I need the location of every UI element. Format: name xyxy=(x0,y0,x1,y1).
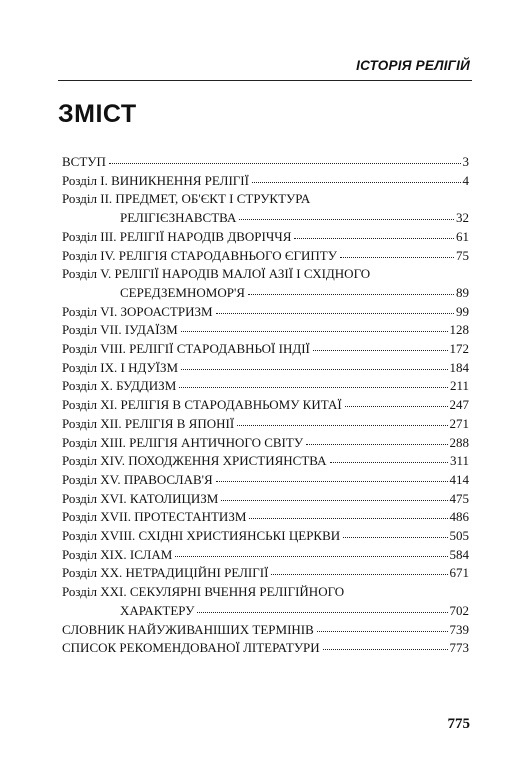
running-header-title: ІСТОРІЯ РЕЛІГІЙ xyxy=(356,58,470,73)
toc-entry-line xyxy=(62,452,469,471)
dot-leader xyxy=(343,537,447,538)
toc-entry-line xyxy=(62,377,469,396)
toc-entry-page: 172 xyxy=(449,341,469,357)
toc-entry-line xyxy=(62,639,469,658)
toc-entry-title: ВСТУП xyxy=(62,154,106,169)
dot-leader xyxy=(249,518,447,519)
dot-leader xyxy=(317,631,448,632)
toc-entry-line xyxy=(62,359,469,378)
toc-entry-page: 702 xyxy=(449,602,469,618)
toc-entry xyxy=(62,172,469,191)
toc-entry xyxy=(62,508,469,527)
toc-entry-title: СЕРЕДЗЕМНОМОР'Я xyxy=(120,284,245,300)
toc-entry xyxy=(62,490,469,509)
toc-entry-page: 584 xyxy=(449,546,469,562)
toc-entry-line xyxy=(62,583,469,602)
toc-entry xyxy=(62,190,469,227)
toc-entry xyxy=(62,153,469,172)
toc-entry-page: 75 xyxy=(456,247,469,263)
toc-entry-title: Розділ ІІІ. РЕЛІГІЇ НАРОДІВ ДВОРІЧЧЯ xyxy=(62,228,292,244)
toc-entry-line xyxy=(62,546,469,565)
toc-entry-title: Розділ XIV. ПОХОДЖЕННЯ ХРИСТИЯНСТВА xyxy=(62,453,327,469)
dot-leader xyxy=(345,406,448,407)
toc-entry-line xyxy=(62,415,469,434)
dot-leader xyxy=(181,331,448,332)
dot-leader xyxy=(239,219,454,220)
toc-entry-line xyxy=(62,621,469,640)
toc-entry-page: 211 xyxy=(449,378,469,394)
toc-entry-line xyxy=(62,527,469,546)
toc-entry-title: Розділ X. БУДДИЗМ xyxy=(62,378,177,394)
toc-entry-line xyxy=(62,228,469,247)
toc-entry-page: 739 xyxy=(449,621,469,637)
toc-entry-page: 475 xyxy=(449,490,469,506)
dot-leader xyxy=(216,313,454,314)
toc-entry xyxy=(62,564,469,583)
toc-entry-line xyxy=(62,247,469,266)
header-rule xyxy=(58,80,472,81)
toc-entry-line xyxy=(62,172,469,191)
toc-entry-line xyxy=(62,471,469,490)
toc-entry-title: Розділ XIII. РЕЛІГІЯ АНТИЧНОГО СВІТУ xyxy=(62,434,304,450)
toc-entry xyxy=(62,359,469,378)
toc-entry-title: Розділ XII. РЕЛІГІЯ В ЯПОНІЇ xyxy=(62,415,235,431)
toc-entry-title: Розділ XVI. КАТОЛИЦИЗМ xyxy=(62,490,219,506)
toc-entry-line xyxy=(62,265,469,284)
toc-entry-title: Розділ XIX. ІСЛАМ xyxy=(62,546,173,562)
toc-entry-title: Розділ XVIII. СХІДНІ ХРИСТИЯНСЬКІ ЦЕРКВИ xyxy=(62,528,341,544)
toc-entry-title: Розділ XVII. ПРОТЕСТАНТИЗМ xyxy=(62,509,247,525)
dot-leader xyxy=(216,481,448,482)
toc-entry-page: 184 xyxy=(449,359,469,375)
toc-entry-page: 128 xyxy=(449,322,469,338)
toc-entry-page: 89 xyxy=(456,284,469,300)
toc-entry-page: 4 xyxy=(462,172,469,188)
toc-entry-title: Розділ V. РЕЛІГІЇ НАРОДІВ МАЛОЇ АЗІЇ І СХІДНОГО xyxy=(62,266,371,282)
toc-entry-title: Розділ І. ВИНИКНЕННЯ РЕЛІГІЇ xyxy=(62,172,249,188)
toc-entry-title: РЕЛІГІЄЗНАВСТВА xyxy=(120,210,237,226)
toc-entry-line xyxy=(62,564,469,583)
dot-leader xyxy=(306,444,447,445)
toc-entry xyxy=(62,247,469,266)
toc-entry xyxy=(62,471,469,490)
toc-entry xyxy=(62,546,469,565)
dot-leader xyxy=(248,294,454,295)
toc-entry-title: Розділ ІІ. ПРЕДМЕТ, ОБ'ЄКТ І СТРУКТУРА xyxy=(62,191,311,207)
dot-leader xyxy=(197,612,447,613)
toc-entry-line xyxy=(62,321,469,340)
toc-entry-title: Розділ XX. НЕТРАДИЦІЙНІ РЕЛІГІЇ xyxy=(62,565,269,581)
toc-entry-title: Розділ VI. ЗОРОАСТРИЗМ xyxy=(62,303,213,319)
toc-entry-title: Розділ VIII. РЕЛІГІЇ СТАРОДАВНЬОЇ ІНДІЇ xyxy=(62,341,310,357)
toc-entry-line xyxy=(62,209,469,228)
toc-entry xyxy=(62,527,469,546)
dot-leader xyxy=(323,649,448,650)
toc-entry-page: 247 xyxy=(449,397,469,413)
toc-entry-page: 288 xyxy=(449,434,469,450)
toc-entry-title: СЛОВНИК НАЙУЖИВАНІШИХ ТЕРМІНІВ xyxy=(62,621,314,637)
toc-entry-title: ХАРАКТЕРУ xyxy=(120,602,195,618)
toc-entry-page: 32 xyxy=(456,210,469,226)
toc-entry-title: Розділ VII. ІУДАЇЗМ xyxy=(62,322,178,338)
dot-leader xyxy=(294,238,454,239)
dot-leader xyxy=(179,387,448,388)
toc-entry-line xyxy=(62,153,469,172)
dot-leader xyxy=(175,556,447,557)
toc-entry-page: 61 xyxy=(456,228,469,244)
toc-entry-page: 311 xyxy=(449,453,469,469)
toc-entry-line xyxy=(62,190,469,209)
toc-entry-title: Розділ IV. РЕЛІГІЯ СТАРОДАВНЬОГО ЄГИПТУ xyxy=(62,247,337,263)
toc-entry xyxy=(62,377,469,396)
toc-entry-line xyxy=(62,508,469,527)
toc-heading: ЗМІСТ xyxy=(58,100,137,128)
toc-entry-line xyxy=(62,602,469,621)
toc-entry-page: 773 xyxy=(449,640,469,656)
toc-entry-line xyxy=(62,490,469,509)
toc-entry-page: 271 xyxy=(449,415,469,431)
dot-leader xyxy=(221,500,447,501)
toc-entry-title: Розділ XI. РЕЛІГІЯ В СТАРОДАВНЬОМУ КИТАЇ xyxy=(62,397,342,413)
toc-entry-title: СПИСОК РЕКОМЕНДОВАНОЇ ЛІТЕРАТУРИ xyxy=(62,640,320,656)
toc-entry-page: 414 xyxy=(449,471,469,487)
toc-entry xyxy=(62,621,469,640)
toc-entry-page: 3 xyxy=(462,154,469,169)
toc-entry xyxy=(62,303,469,322)
table-of-contents xyxy=(62,153,469,658)
toc-entry-line xyxy=(62,340,469,359)
toc-entry-title: Розділ IX. І НДУЇЗМ xyxy=(62,359,179,375)
toc-entry-page: 486 xyxy=(449,509,469,525)
dot-leader xyxy=(340,257,454,258)
dot-leader xyxy=(109,163,461,164)
dot-leader xyxy=(313,350,448,351)
toc-entry xyxy=(62,639,469,658)
toc-entry-page: 505 xyxy=(449,528,469,544)
dot-leader xyxy=(181,369,447,370)
toc-entry xyxy=(62,434,469,453)
dot-leader xyxy=(330,462,448,463)
toc-entry xyxy=(62,452,469,471)
toc-entry-page: 99 xyxy=(456,303,469,319)
toc-entry xyxy=(62,583,469,620)
toc-entry xyxy=(62,321,469,340)
toc-entry-line xyxy=(62,284,469,303)
toc-entry-page: 671 xyxy=(449,565,469,581)
toc-entry-title: Розділ XV. ПРАВОСЛАВ'Я xyxy=(62,471,213,487)
toc-entry xyxy=(62,415,469,434)
toc-entry xyxy=(62,396,469,415)
toc-entry-line xyxy=(62,303,469,322)
toc-entry-line xyxy=(62,396,469,415)
toc-entry xyxy=(62,228,469,247)
dot-leader xyxy=(271,574,447,575)
toc-entry xyxy=(62,265,469,302)
page-number: 775 xyxy=(447,716,470,732)
toc-entry xyxy=(62,340,469,359)
toc-entry-title: Розділ XXI. СЕКУЛЯРНІ ВЧЕННЯ РЕЛІГІЙНОГО xyxy=(62,584,345,600)
dot-leader xyxy=(252,182,461,183)
toc-entry-line xyxy=(62,434,469,453)
dot-leader xyxy=(237,425,447,426)
